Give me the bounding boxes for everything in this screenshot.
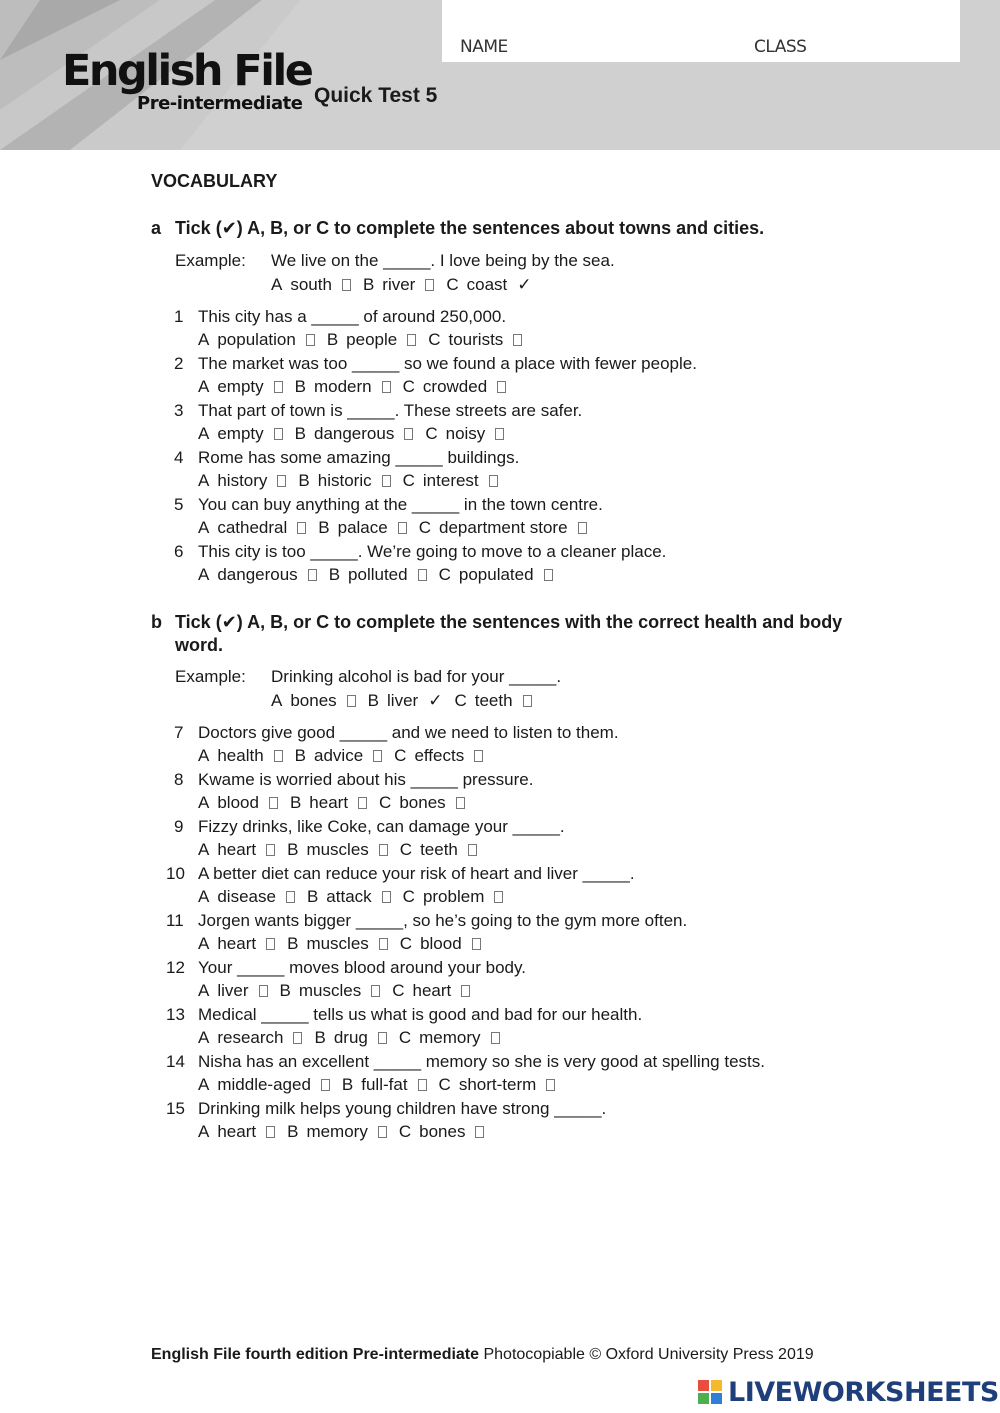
question-number: 2 [174,354,184,373]
option-text: muscles [298,981,362,1000]
option-text: blood [217,793,259,812]
checkbox[interactable] [494,891,503,903]
tick-icon: ✓ [428,691,443,710]
checkbox[interactable] [297,522,306,534]
name-class-box [442,0,960,62]
tick-icon: ✓ [517,275,532,294]
checkbox[interactable] [456,797,465,809]
question-options [198,377,518,397]
question-number: 8 [174,770,184,789]
checkbox[interactable] [468,844,477,856]
header-banner [0,0,1000,150]
answer-option[interactable] [198,746,283,766]
question-text: Your _____ moves blood around your body. [198,958,526,977]
checkbox[interactable] [475,1126,484,1138]
option-letter: C [394,746,407,765]
question-options [198,981,482,1001]
option-letter: B [328,565,341,584]
option-letter: A [198,934,210,953]
option-text: coast [466,275,508,294]
option-letter: B [314,1028,326,1047]
question-number: 9 [174,817,184,836]
answer-option[interactable] [419,518,587,538]
part-a-letter: a [151,218,162,238]
question-number: 7 [174,723,184,742]
checkbox[interactable] [286,891,295,903]
option-text: history [217,471,268,490]
option-letter: C [428,330,441,349]
option-letter: B [289,793,302,812]
question-text: Rome has some amazing _____ buildings. [198,448,520,467]
answer-option[interactable] [368,691,443,711]
checkbox[interactable] [425,279,434,291]
footer-rest: Photocopiable © Oxford University Press 2019 [479,1346,814,1363]
checkbox[interactable] [472,938,481,950]
option-text: tourists [448,330,504,349]
option-letter: B [279,981,291,1000]
answer-option[interactable] [295,746,382,766]
checkbox[interactable] [378,1032,387,1044]
answer-option[interactable] [403,377,507,397]
checkbox[interactable] [277,475,286,487]
answer-option[interactable] [198,793,278,813]
checkbox[interactable] [418,1079,427,1091]
answer-option[interactable] [287,1122,387,1142]
checkbox[interactable] [266,1126,275,1138]
checkbox[interactable] [382,475,391,487]
option-letter: C [446,275,459,294]
question-options [198,424,516,444]
option-letter: C [399,840,413,859]
test-title: Quick Test 5 [314,84,438,107]
option-text: effects [414,746,465,765]
option-text: people [346,330,398,349]
question-options [198,1075,567,1095]
checkbox[interactable] [347,695,356,707]
checkbox[interactable] [266,938,275,950]
option-text: bones [399,793,446,812]
answer-option[interactable] [314,1028,386,1048]
checkbox[interactable] [513,334,522,346]
checkbox[interactable] [321,1079,330,1091]
question-number: 3 [174,401,184,420]
question-options [198,330,534,350]
footer-bold: English File fourth edition Pre-intermediate [151,1346,480,1363]
question-text: The market was too _____ so we found a place with fewer people. [198,354,697,373]
answer-option[interactable] [439,1075,556,1095]
option-letter: C [454,691,467,710]
question-text: You can buy anything at the _____ in the town centre. [198,495,603,514]
question-text: Nisha has an excellent _____ memory so she is very good at spelling tests. [198,1052,765,1071]
option-text: short-term [458,1075,537,1094]
option-letter: C [438,565,451,584]
brand-title: English File [62,46,312,96]
answer-option[interactable] [454,691,531,711]
option-letter: C [392,981,405,1000]
checkbox[interactable] [495,428,504,440]
option-letter: C [402,377,415,396]
answer-option[interactable] [327,330,416,350]
answer-option[interactable] [392,981,470,1001]
answer-option[interactable] [198,1028,302,1048]
checkbox[interactable] [293,1032,302,1044]
answer-option[interactable] [295,424,414,444]
question-text: Medical _____ tells us what is good and bad for our health. [198,1005,643,1024]
option-text: memory [419,1028,481,1047]
answer-option[interactable] [329,565,427,585]
option-text: bones [290,691,337,710]
question-number: 14 [166,1052,185,1071]
answer-option[interactable] [198,565,317,585]
option-letter: A [198,840,210,859]
option-letter: C [402,887,415,906]
option-letter: B [306,887,319,906]
option-letter: B [287,840,299,859]
question-number: 6 [174,542,184,561]
answer-option[interactable] [271,691,356,711]
checkbox[interactable] [358,797,367,809]
option-letter: B [294,424,306,443]
answer-option[interactable] [298,471,390,491]
option-text: heart [217,1122,257,1141]
question-text: A better diet can reduce your risk of heart and liver _____. [198,864,635,883]
answer-option[interactable] [428,330,522,350]
answer-option[interactable] [198,330,315,350]
option-text: health [217,746,264,765]
checkbox[interactable] [461,985,470,997]
option-letter: A [198,793,210,812]
answer-option[interactable] [399,1028,500,1048]
answer-option[interactable] [198,377,283,397]
option-text: cathedral [217,518,288,537]
option-text: interest [422,471,479,490]
checkbox[interactable] [259,985,268,997]
question-text: Doctors give good _____ and we need to listen to them. [198,723,619,742]
option-letter: A [198,471,210,490]
option-letter: B [294,377,306,396]
option-letter: B [294,746,307,765]
option-letter: B [287,1122,299,1141]
name-label: NAME [460,37,508,57]
option-text: liver [217,981,249,1000]
answer-option[interactable] [363,275,434,295]
checkbox[interactable] [497,381,506,393]
option-letter: A [198,887,210,906]
option-text: populated [458,565,534,584]
checkbox[interactable] [398,522,407,534]
checkbox[interactable] [371,985,380,997]
brand-level: Pre-intermediate [137,93,303,114]
question-options [198,840,489,860]
option-text: muscles [306,934,369,953]
checkbox[interactable] [379,844,388,856]
question-number: 12 [166,958,185,977]
option-text: noisy [445,424,486,443]
option-text: attack [326,887,372,906]
option-text: palace [337,518,388,537]
watermark-text: LIVEWORKSHEETS [728,1377,999,1408]
checkbox[interactable] [491,1032,500,1044]
option-text: dangerous [217,565,298,584]
checkbox[interactable] [546,1079,555,1091]
option-letter: A [271,275,283,294]
option-text: empty [217,424,264,443]
question-options [198,565,565,585]
part-b-instruction [151,611,855,657]
question-text: This city has a _____ of around 250,000. [198,307,507,326]
option-letter: A [198,1075,210,1094]
footer-copyright [151,1346,814,1364]
option-text: heart [217,840,257,859]
part-a-instruction-text: Tick (✔) A, B, or C to complete the sentences about towns and cities. [175,218,765,238]
option-text: middle-aged [217,1075,311,1094]
option-letter: C [399,934,413,953]
checkbox[interactable] [306,334,315,346]
part-a-instruction [151,217,855,240]
option-text: crowded [422,377,488,396]
option-text: advice [314,746,364,765]
example-label: Example: [175,251,246,270]
option-letter: A [198,424,210,443]
option-text: historic [317,471,372,490]
checkbox[interactable] [274,381,283,393]
question-text: Kwame is worried about his _____ pressure. [198,770,534,789]
question-text: Jorgen wants bigger _____, so he’s going to the gym more often. [198,911,688,930]
answer-option[interactable] [198,840,275,860]
option-text: teeth [420,840,458,859]
liveworksheets-logo-icon [698,1380,724,1406]
checkbox[interactable] [274,750,283,762]
option-text: river [382,275,416,294]
question-number: 5 [174,495,184,514]
option-letter: A [198,746,210,765]
answer-option[interactable] [439,565,553,585]
checkbox[interactable] [379,938,388,950]
checkbox[interactable] [489,475,498,487]
option-letter: B [318,518,330,537]
option-text: muscles [306,840,369,859]
question-number: 4 [174,448,184,467]
option-letter: A [198,1028,210,1047]
option-text: modern [313,377,372,396]
option-text: heart [217,934,257,953]
answer-option[interactable] [394,746,483,766]
answer-option[interactable] [295,377,391,397]
option-text: department store [439,518,568,537]
option-text: teeth [474,691,513,710]
option-letter: A [198,565,210,584]
answer-option[interactable] [307,887,391,907]
checkbox[interactable] [404,428,413,440]
question-options [198,934,493,954]
option-letter: B [298,471,310,490]
liveworksheets-watermark [698,1378,998,1408]
answer-option[interactable] [198,471,286,491]
answer-option[interactable] [399,1122,485,1142]
answer-option[interactable] [198,981,268,1001]
option-letter: B [341,1075,354,1094]
question-text: Drinking milk helps young children have strong _____. [198,1099,607,1118]
answer-option[interactable] [342,1075,427,1095]
checkbox[interactable] [269,797,278,809]
example-options [271,275,544,295]
option-letter: A [198,377,210,396]
question-options [198,1122,496,1142]
option-text: heart [412,981,452,1000]
option-text: disease [217,887,276,906]
question-number: 10 [166,864,185,883]
answer-option[interactable] [198,518,306,538]
option-letter: A [198,518,210,537]
answer-option[interactable] [446,275,531,295]
option-text: south [290,275,332,294]
answer-option[interactable] [198,424,283,444]
example-options [271,691,544,711]
answer-option[interactable] [403,471,498,491]
option-letter: C [398,1122,412,1141]
answer-option[interactable] [379,793,465,813]
question-options [198,518,599,538]
option-letter: B [326,330,339,349]
option-text: full-fat [361,1075,408,1094]
example-sentence: We live on the _____. I love being by the sea. [271,251,615,270]
section-title: VOCABULARY [151,171,278,191]
option-text: liver [387,691,419,710]
part-b-letter: b [151,612,162,632]
question-number: 15 [166,1099,185,1118]
option-text: dangerous [313,424,395,443]
checkbox[interactable] [342,279,351,291]
option-text: problem [422,887,485,906]
question-options [198,887,515,907]
answer-option[interactable] [290,793,367,813]
checkbox[interactable] [378,1126,387,1138]
checkbox[interactable] [382,381,391,393]
answer-option[interactable] [287,934,388,954]
option-letter: A [198,981,210,1000]
option-text: heart [309,793,349,812]
option-letter: B [287,934,299,953]
question-number: 1 [174,307,184,326]
checkbox[interactable] [474,750,483,762]
question-number: 13 [166,1005,185,1024]
option-letter: B [367,691,380,710]
option-letter: C [425,424,438,443]
answer-option[interactable] [198,934,275,954]
option-letter: B [362,275,375,294]
class-label: CLASS [754,37,807,57]
checkbox[interactable] [274,428,283,440]
answer-option[interactable] [271,275,351,295]
example-label: Example: [175,667,246,686]
question-options [198,471,510,491]
example-sentence: Drinking alcohol is bad for your _____. [271,667,562,686]
answer-option[interactable] [400,840,477,860]
option-letter: C [438,1075,451,1094]
checkbox[interactable] [523,695,532,707]
question-options [198,793,477,813]
option-text: memory [306,1122,368,1141]
answer-option[interactable] [198,1075,330,1095]
option-text: bones [419,1122,466,1141]
question-options [198,1028,512,1048]
option-text: empty [217,377,264,396]
checkbox[interactable] [544,569,553,581]
option-letter: C [418,518,432,537]
checkbox[interactable] [418,569,427,581]
question-text: That part of town is _____. These streets are safer. [198,401,583,420]
option-text: population [217,330,296,349]
question-text: Fizzy drinks, like Coke, can damage your _____. [198,817,565,836]
option-letter: C [379,793,392,812]
checkbox[interactable] [578,522,587,534]
option-text: drug [333,1028,368,1047]
checkbox[interactable] [308,569,317,581]
question-text: This city is too _____. We’re going to move to a cleaner place. [198,542,667,561]
answer-option[interactable] [425,424,504,444]
answer-option[interactable] [403,887,504,907]
answer-option[interactable] [318,518,406,538]
answer-option[interactable] [198,1122,275,1142]
option-text: research [217,1028,284,1047]
checkbox[interactable] [373,750,382,762]
answer-option[interactable] [400,934,481,954]
question-number: 11 [166,911,184,930]
question-options [198,746,495,766]
option-letter: A [198,1122,210,1141]
checkbox[interactable] [382,891,391,903]
answer-option[interactable] [198,887,295,907]
option-letter: A [271,691,283,710]
checkbox[interactable] [407,334,416,346]
option-letter: A [198,330,210,349]
answer-option[interactable] [280,981,381,1001]
answer-option[interactable] [287,840,388,860]
option-letter: C [398,1028,412,1047]
part-b-instruction-text: Tick (✔) A, B, or C to complete the sentences with the correct health and body word. [175,612,843,655]
brand-logo [62,48,311,114]
option-text: polluted [348,565,408,584]
option-text: blood [420,934,462,953]
checkbox[interactable] [266,844,275,856]
option-letter: C [402,471,415,490]
